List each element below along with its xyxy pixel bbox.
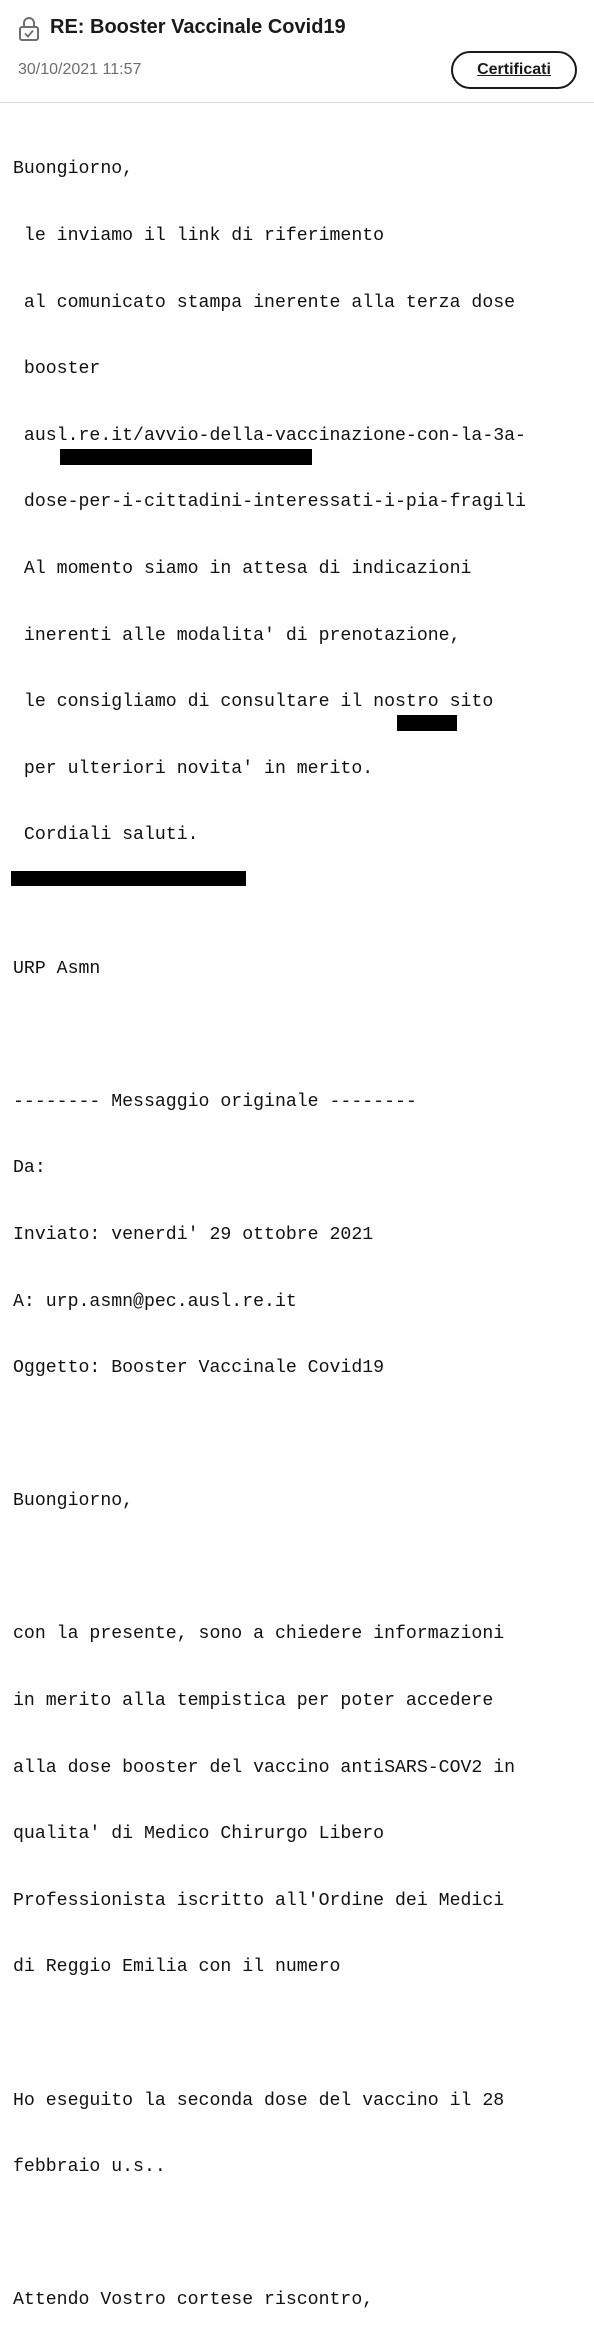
redacted-sender xyxy=(60,449,312,465)
body-line: in merito alla tempistica per poter accedere xyxy=(13,1691,494,1712)
body-line: per ulteriori novita' in merito. xyxy=(13,758,374,779)
redacted-registration-number xyxy=(397,715,457,731)
message-date: 30/10/2021 11:57 xyxy=(18,61,142,78)
body-line: inerenti alle modalita' di prenotazione, xyxy=(13,625,461,646)
redacted-signature xyxy=(11,871,246,886)
from-line: Da: xyxy=(13,1158,57,1179)
blank-line xyxy=(13,891,588,913)
body-line: qualita' di Medico Chirurgo Libero xyxy=(13,1824,385,1845)
certificates-button[interactable]: Certificati xyxy=(451,51,577,89)
blank-line xyxy=(13,2223,588,2245)
sent-line: Inviato: venerdi' 29 ottobre 2021 xyxy=(13,1224,374,1245)
body-line: Attendo Vostro cortese riscontro, xyxy=(13,2290,374,2311)
lock-icon xyxy=(18,16,40,42)
body-line: Buongiorno, xyxy=(13,1491,134,1512)
signature-line: URP Asmn xyxy=(13,958,101,979)
body-line: febbraio u.s.. xyxy=(13,2157,166,2178)
body-line: al comunicato stampa inerente alla terza dose xyxy=(13,292,516,313)
body-line: Al momento siamo in attesa di indicazioni xyxy=(13,558,472,579)
blank-line xyxy=(13,1424,588,1446)
body-line: Professionista iscritto all'Ordine dei Medici xyxy=(13,1890,505,1911)
body-link-line[interactable]: dose-per-i-cittadini-interessati-i-pia-fragili xyxy=(13,492,526,513)
body-line: Cordiali saluti. xyxy=(13,825,199,846)
subject-line: Oggetto: Booster Vaccinale Covid19 xyxy=(13,1358,385,1379)
body-line: alla dose booster del vaccino antiSARS-COV2 in xyxy=(13,1757,516,1778)
message-body xyxy=(13,114,588,2334)
blank-line xyxy=(13,2023,588,2045)
blank-line xyxy=(13,1024,588,1046)
body-line: Ho eseguito la seconda dose del vaccino il 28 xyxy=(13,2090,505,2111)
message-header xyxy=(0,0,594,103)
blank-line xyxy=(13,1557,588,1579)
original-message-divider: -------- Messaggio originale -------- xyxy=(13,1091,417,1112)
body-line: Buongiorno, xyxy=(13,159,134,180)
body-line: le consigliamo di consultare il nostro sito xyxy=(13,692,494,713)
body-line: con la presente, sono a chiedere informazioni xyxy=(13,1624,505,1645)
body-link-line[interactable]: ausl.re.it/avvio-della-vaccinazione-con-la-3a- xyxy=(13,425,526,446)
message-subject: RE: Booster Vaccinale Covid19 xyxy=(50,16,346,38)
to-line[interactable]: A: urp.asmn@pec.ausl.re.it xyxy=(13,1291,297,1312)
body-line: di Reggio Emilia con il numero xyxy=(13,1957,352,1978)
body-line: booster xyxy=(13,359,101,380)
body-line: le inviamo il link di riferimento xyxy=(13,226,385,246)
